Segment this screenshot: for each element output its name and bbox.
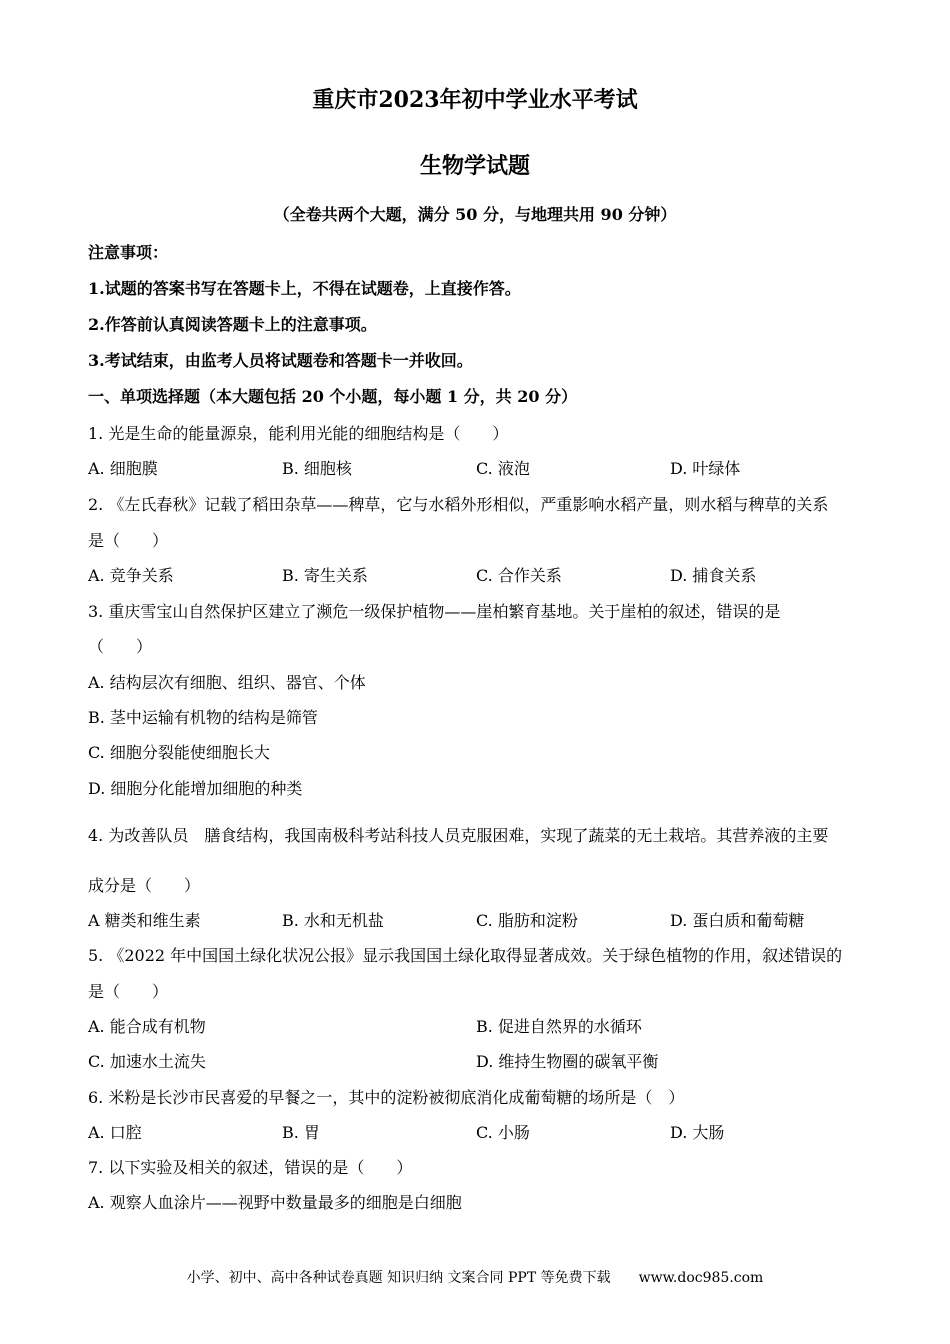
notice-item-2: 2.作答前认真阅读答题卡上的注意事项。 xyxy=(88,315,377,334)
question-5-stem-line2: 是（ ） xyxy=(88,982,169,1001)
question-7-stem: 7. 以下实验及相关的叙述，错误的是（ ） xyxy=(88,1158,413,1177)
question-3-option-a: A. 结构层次有细胞、组织、器官、个体 xyxy=(88,673,366,692)
question-2-stem-line2: 是（ ） xyxy=(88,531,169,550)
question-4-option-c: C. 脂肪和淀粉 xyxy=(476,911,578,930)
question-3-stem-line2: （ ） xyxy=(88,637,153,656)
section-heading: 一、单项选择题（本大题包括 20 个小题，每小题 1 分，共 20 分） xyxy=(88,387,578,406)
question-6-option-b: B. 胃 xyxy=(282,1123,320,1142)
question-6-option-c: C. 小肠 xyxy=(476,1123,530,1142)
question-5-option-b: B. 促进自然界的水循环 xyxy=(476,1017,642,1036)
question-3-option-b: B. 茎中运输有机物的结构是筛管 xyxy=(88,708,318,727)
question-2-stem-line1: 2. 《左氏春秋》记载了稻田杂草——稗草，它与水稻外形相似，严重影响水稻产量，则水稻与稗草的关系 xyxy=(88,495,829,514)
question-3-option-c: C. 细胞分裂能使细胞长大 xyxy=(88,743,270,762)
question-4-stem-line1: 4. 为改善队员 膳食结构，我国南极科考站科技人员克服困难，实现了蔬菜的无土栽培。其营养液的主要 xyxy=(88,826,829,845)
exam-title: 重庆市2023年初中学业水平考试 xyxy=(312,87,638,113)
notice-heading: 注意事项： xyxy=(88,243,169,262)
exam-note: （全卷共两个大题，满分 50 分，与地理共用 90 分钟） xyxy=(273,205,677,224)
notice-item-3: 3.考试结束，由监考人员将试题卷和答题卡一并收回。 xyxy=(88,351,473,370)
question-3-option-d: D. 细胞分化能增加细胞的种类 xyxy=(88,779,303,798)
question-5-option-d: D. 维持生物圈的碳氧平衡 xyxy=(476,1052,659,1071)
question-1-option-d: D. 叶绿体 xyxy=(670,459,741,478)
question-2-option-b: B. 寄生关系 xyxy=(282,566,368,585)
question-4-option-d: D. 蛋白质和葡萄糖 xyxy=(670,911,805,930)
exam-subtitle: 生物学试题 xyxy=(419,153,530,179)
question-4-option-a: A 糖类和维生素 xyxy=(88,911,201,930)
question-7-option-a: A. 观察人血涂片——视野中数量最多的细胞是白细胞 xyxy=(88,1193,462,1212)
question-6-stem: 6. 米粉是长沙市民喜爱的早餐之一，其中的淀粉被彻底消化成葡萄糖的场所是（ ） xyxy=(88,1088,685,1107)
question-4-stem-line2: 成分是（ ） xyxy=(88,876,201,895)
question-2-option-d: D. 捕食关系 xyxy=(670,566,757,585)
question-1-option-c: C. 液泡 xyxy=(476,459,530,478)
question-1-option-a: A. 细胞膜 xyxy=(88,459,158,478)
question-6-option-d: D. 大肠 xyxy=(670,1123,725,1142)
question-5-option-c: C. 加速水土流失 xyxy=(88,1052,206,1071)
question-6-option-a: A. 口腔 xyxy=(88,1123,142,1142)
question-1-option-b: B. 细胞核 xyxy=(282,459,352,478)
notice-item-1: 1.试题的答案书写在答题卡上，不得在试题卷，上直接作答。 xyxy=(88,279,521,298)
question-5-option-a: A. 能合成有机物 xyxy=(88,1017,206,1036)
question-2-option-a: A. 竞争关系 xyxy=(88,566,174,585)
question-4-option-b: B. 水和无机盐 xyxy=(282,911,384,930)
question-3-stem-line1: 3. 重庆雪宝山自然保护区建立了濒危一级保护植物——崖柏繁育基地。关于崖柏的叙述，错误的是 xyxy=(88,602,781,621)
question-5-stem-line1: 5. 《2022 年中国国土绿化状况公报》显示我国国土绿化取得显著成效。关于绿色植物的作用，叙述错误的 xyxy=(88,946,843,965)
question-1-stem: 1. 光是生命的能量源泉，能利用光能的细胞结构是（ ） xyxy=(88,424,509,443)
question-2-option-c: C. 合作关系 xyxy=(476,566,562,585)
page-footer: 小学、初中、高中各种试卷真题 知识归纳 文案合同 PPT 等免费下载 www.doc985.com xyxy=(186,1270,764,1286)
